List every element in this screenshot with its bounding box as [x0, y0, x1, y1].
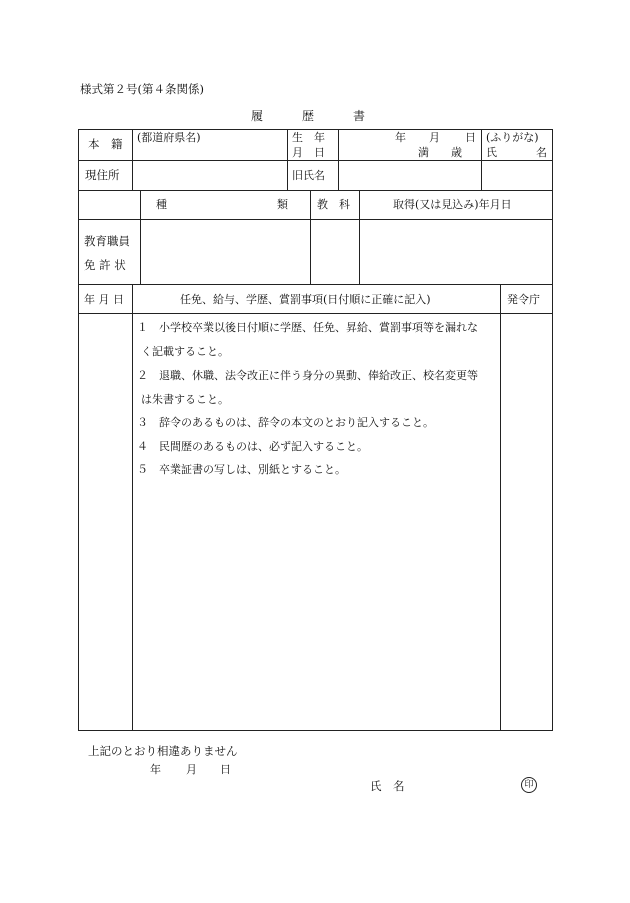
- title-char-1: 履: [251, 109, 264, 123]
- furigana-label: (ふりがな): [486, 131, 539, 144]
- note-line: １ 小学校卒業以後日付順に学歴、任免、昇給、賞罰事項等を漏れな: [137, 321, 478, 334]
- birth-day-unit: 日: [465, 131, 476, 144]
- license-label-top: 教育職員: [84, 234, 130, 248]
- title-char-3: 書: [353, 109, 366, 123]
- license-head-acquired: 取得(又は見込み)年月日: [393, 198, 512, 211]
- form-number-label: 様式第２号(第４条関係): [80, 82, 204, 96]
- history-head-office: 発令庁: [507, 293, 540, 306]
- history-head-date: 年 月 日: [84, 293, 124, 306]
- seal-mark: 印: [521, 777, 537, 793]
- note-line: く記載すること。: [141, 345, 229, 358]
- title-char-2: 歴: [302, 109, 315, 123]
- note-line: ３ 辞令のあるものは、辞令の本文のとおり記入すること。: [137, 416, 434, 429]
- age-label: 満 歳: [418, 146, 462, 159]
- birth-label-bottom: 月 日: [292, 146, 325, 159]
- license-head-type-1: 種: [156, 198, 167, 211]
- note-line: ５ 卒業証書の写しは、別紙とすること。: [137, 463, 346, 476]
- signature-name-label: 氏 名: [370, 779, 405, 793]
- history-head-content: 任免、給与、学歴、賞罰事項(日付順に正確に記入): [180, 293, 431, 306]
- honseki-label: 本 籍: [88, 137, 123, 151]
- license-head-subject: 教 科: [317, 198, 350, 211]
- license-head-type-2: 類: [277, 198, 288, 211]
- birth-year-unit: 年: [395, 131, 406, 144]
- birth-month-unit: 月: [429, 131, 440, 144]
- name-label-1: 氏: [486, 146, 497, 159]
- declaration-text: 上記のとおり相違ありません: [88, 744, 238, 758]
- license-label-bottom: 免 許 状: [84, 258, 126, 272]
- note-line: ２ 退職、休職、法令改正に伴う身分の異動、俸給改正、校名変更等: [137, 369, 478, 382]
- footer-date-month: 月: [186, 763, 197, 776]
- prefecture-hint: (都道府県名): [137, 131, 201, 144]
- old-name-label: 旧氏名: [292, 169, 325, 182]
- footer-date-day: 日: [220, 763, 231, 776]
- footer-date-year: 年: [150, 763, 161, 776]
- address-label: 現住所: [85, 168, 120, 182]
- note-line: は朱書すること。: [141, 393, 229, 406]
- name-label-2: 名: [536, 146, 547, 159]
- note-line: ４ 民間歴のあるものは、必ず記入すること。: [137, 440, 368, 453]
- birth-label-top: 生 年: [292, 131, 325, 144]
